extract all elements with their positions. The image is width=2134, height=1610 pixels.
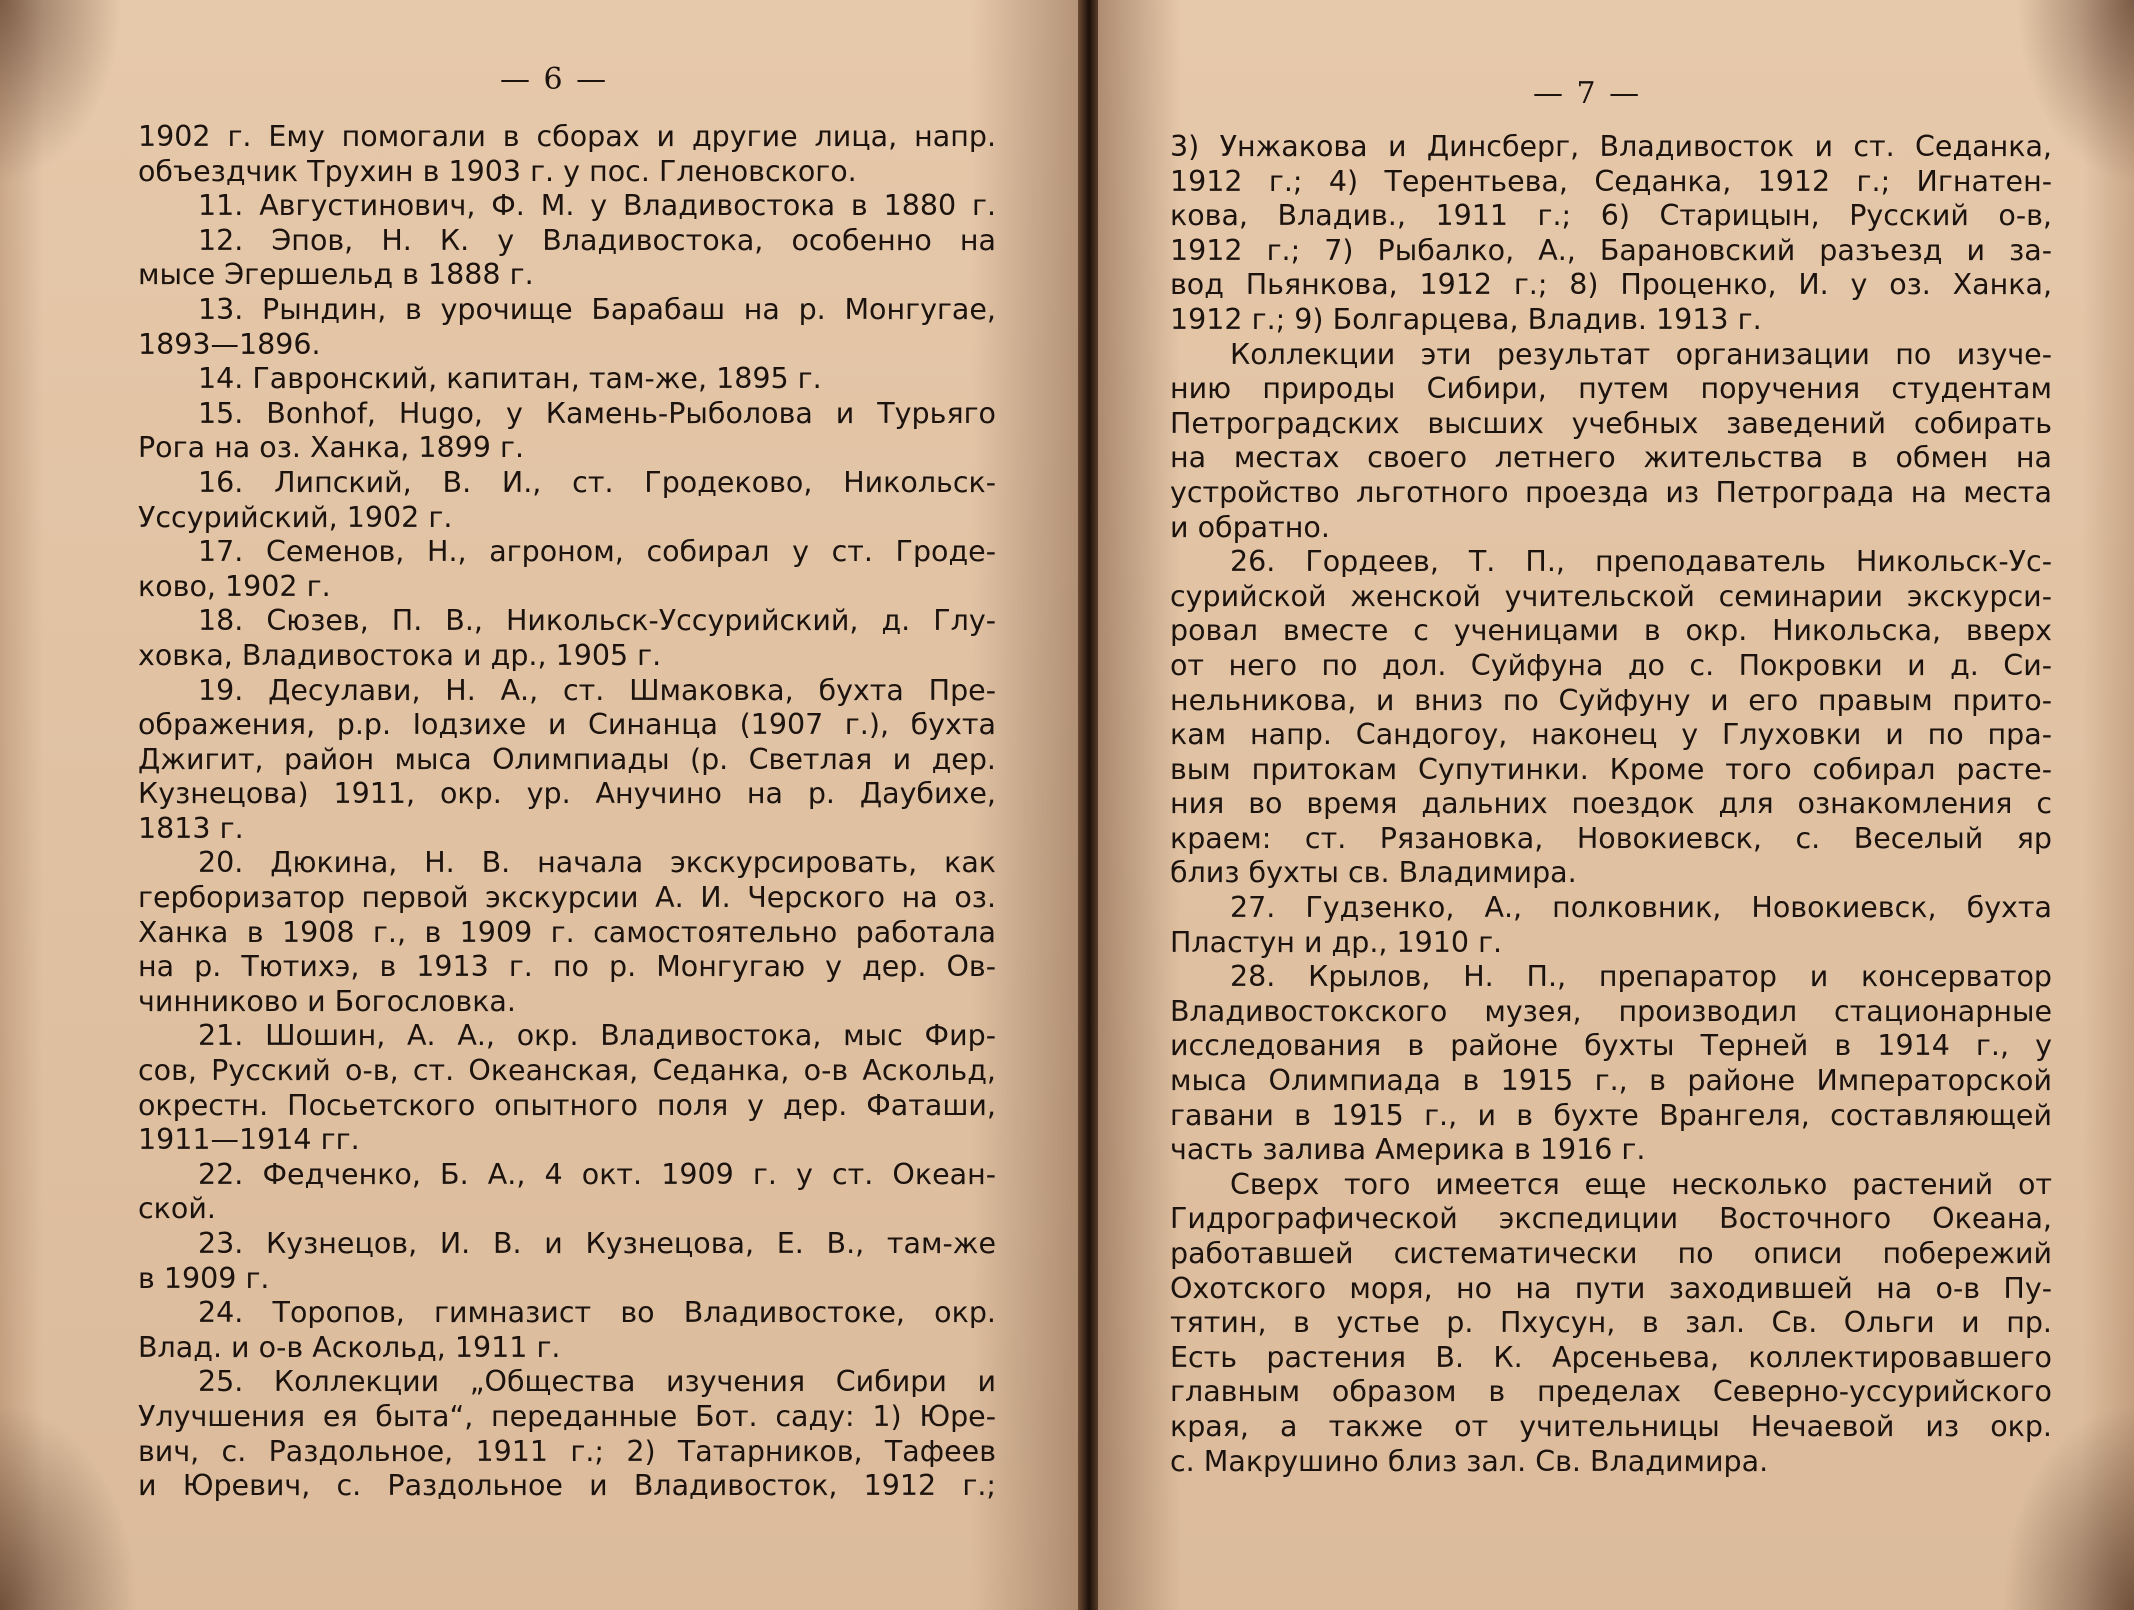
text-line: Улучшения ея быта“, переданные Бот. саду: 1) Юре- bbox=[138, 1399, 996, 1433]
entry-line: 16. Липский, В. И., ст. Гродеково, Никольск- bbox=[198, 465, 996, 499]
text-line: краем: ст. Рязановка, Новокиевск, с. Веселый яр bbox=[1170, 821, 2052, 855]
text-line: Есть растения В. К. Арсеньева, коллектировавшего bbox=[1170, 1340, 2052, 1374]
text-line: нию природы Сибири, путем поручения студентам bbox=[1170, 372, 2052, 406]
entry-line: 25. Коллекции „Общества изучения Сибири и bbox=[198, 1365, 996, 1399]
text-line: кова, Владив., 1911 г.; 6) Старицын, Русский о-в, bbox=[1170, 199, 2052, 233]
text-line: с. Макрушино близ зал. Св. Владимира. bbox=[1170, 1444, 1769, 1478]
text-line: 1893—1896. bbox=[138, 327, 321, 361]
text-line: Охотского моря, но на пути заходившей на о-в Пу- bbox=[1170, 1271, 2052, 1305]
text-line: края, а также от учительницы Нечаевой из окр. bbox=[1170, 1409, 2052, 1443]
right-page bbox=[1098, 0, 2134, 1610]
text-line: тятин, в устье р. Пхусун, в зал. Св. Ольги и пр. bbox=[1170, 1306, 2052, 1340]
entry-line: 13. Рындин, в урочище Барабаш на р. Монгугае, bbox=[198, 292, 996, 326]
page-text bbox=[1170, 130, 2052, 1479]
text-line: 1902 г. Ему помогали в сборах и другие лица, напр. bbox=[138, 120, 996, 153]
text-line: окрестн. Посьетского опытного поля у дер. Фаташи, bbox=[138, 1088, 996, 1122]
text-line: 3) Унжакова и Динсберг, Владивосток и ст. Седанка, bbox=[1170, 130, 2052, 163]
text-line: Уссурийский, 1902 г. bbox=[138, 500, 453, 534]
text-line: мысе Эгершельд в 1888 г. bbox=[138, 258, 534, 292]
text-line: сурийской женской учительской семинарии экскурси- bbox=[1170, 579, 2052, 613]
text-line: Петроградских высших учебных заведений собирать bbox=[1170, 406, 2052, 440]
text-line: и Юревич, с. Раздольное и Владивосток, 1912 г.; bbox=[138, 1469, 996, 1503]
text-line: гавани в 1915 г., и в бухте Врангеля, составляющей bbox=[1170, 1098, 2052, 1132]
entry-line: 22. Федченко, Б. А., 4 окт. 1909 г. у ст. Океан- bbox=[198, 1157, 996, 1191]
text-line: ровал вместе с ученицами в окр. Никольска, вверх bbox=[1170, 614, 2052, 648]
page-text bbox=[138, 120, 996, 1504]
entry-line: 23. Кузнецов, И. В. и Кузнецова, Е. В., там-же bbox=[198, 1227, 996, 1260]
text-line: Рога на оз. Ханка, 1899 г. bbox=[138, 431, 525, 465]
text-line: ховка, Владивостока и др., 1905 г. bbox=[138, 638, 662, 672]
text-line: вым притокам Супутинки. Кроме того собирал расте- bbox=[1170, 752, 2052, 786]
text-line: Пластун и др., 1910 г. bbox=[1170, 925, 1503, 959]
text-line: 1912 г.; 7) Рыбалко, А., Барановский разъезд и за- bbox=[1170, 233, 2052, 267]
entry-line: 14. Гавронский, капитан, там-же, 1895 г. bbox=[198, 362, 822, 396]
text-line: исследования в районе бухты Терней в 1914 г., у bbox=[1170, 1029, 2052, 1063]
text-line: Ханка в 1908 г., в 1909 г. самостоятельно работала bbox=[138, 915, 996, 949]
text-line: главным образом в пределах Северно-уссурийского bbox=[1170, 1375, 2052, 1409]
text-line: от него по дол. Суйфуна до с. Покровки и д. Си- bbox=[1170, 648, 2052, 682]
text-line: ния во время дальних поездок для ознакомления с bbox=[1170, 787, 2052, 821]
text-line: устройство льготного проезда из Петрограда на места bbox=[1170, 475, 2052, 509]
text-line: 1912 г.; 4) Терентьева, Седанка, 1912 г.; Игнатен- bbox=[1170, 164, 2052, 198]
entry-line: 26. Гордеев, Т. П., преподаватель Никольск-Ус- bbox=[1230, 545, 2052, 579]
entry-line: 18. Сюзев, П. В., Никольск-Уссурийский, д. Глу- bbox=[198, 604, 996, 638]
text-line: часть залива Америка в 1916 г. bbox=[1170, 1133, 1646, 1167]
text-line: 1911—1914 гг. bbox=[138, 1123, 360, 1157]
page-number: — 7 — bbox=[1533, 76, 1642, 111]
entry-line: 20. Дюкина, Н. В. начала экскурсировать, как bbox=[198, 846, 996, 880]
text-line: в 1909 г. bbox=[138, 1261, 270, 1295]
text-line: 1912 г.; 9) Болгарцева, Владив. 1913 г. bbox=[1170, 302, 1762, 336]
text-line: герборизатор первой экскурсии А. И. Черского на оз. bbox=[138, 881, 996, 915]
entry-line: 11. Августинович, Ф. М. у Владивостока в 1880 г. bbox=[198, 189, 996, 223]
entry-line: 27. Гудзенко, А., полковник, Новокиевск, бухта bbox=[1230, 891, 2052, 925]
text-line: объездчик Трухин в 1903 г. у пос. Гленовского. bbox=[138, 154, 857, 188]
text-line: нельникова, и вниз по Суйфуну и его правым прито- bbox=[1170, 683, 2052, 717]
book-gutter bbox=[1078, 0, 1098, 1610]
text-line: и обратно. bbox=[1170, 510, 1330, 544]
text-line: вич, с. Раздольное, 1911 г.; 2) Татарников, Тафеев bbox=[138, 1434, 996, 1468]
text-line: близ бухты св. Владимира. bbox=[1170, 856, 1577, 890]
entry-line: 21. Шошин, А. А., окр. Владивостока, мыс Фир- bbox=[198, 1019, 996, 1053]
entry-line: 15. Bonhof, Hugo, у Камень-Рыболова и Турьяго bbox=[198, 396, 996, 430]
text-line: Кузнецова) 1911, окр. ур. Анучино на р. Даубихе, bbox=[138, 777, 996, 811]
entry-line: 17. Семенов, Н., агроном, собирал у ст. Гроде- bbox=[198, 535, 996, 569]
entry-line: 24. Торопов, гимназист во Владивостоке, окр. bbox=[198, 1296, 996, 1330]
text-line: Гидрографической экспедиции Восточного Океана, bbox=[1170, 1202, 2052, 1236]
text-line: мыса Олимпиада в 1915 г., в районе Императорской bbox=[1170, 1064, 2052, 1098]
text-line: сов, Русский о-в, ст. Океанская, Седанка, о-в Аскольд, bbox=[138, 1054, 996, 1088]
paragraph-line: Сверх того имеется еще несколько растений от bbox=[1230, 1167, 2052, 1201]
entry-line: 19. Десулави, Н. А., ст. Шмаковка, бухта Пре- bbox=[198, 673, 996, 707]
text-line: работавшей систематически по описи побережий bbox=[1170, 1237, 2052, 1270]
text-line: на р. Тютихэ, в 1913 г. по р. Монгугаю у дер. Ов- bbox=[138, 950, 996, 984]
text-line: ково, 1902 г. bbox=[138, 569, 331, 603]
text-line: вод Пьянкова, 1912 г.; 8) Проценко, И. у оз. Ханка, bbox=[1170, 268, 2052, 302]
text-line: Джигит, район мыса Олимпиады (р. Светлая и дер. bbox=[138, 742, 996, 776]
text-line: Владивостокского музея, производил стационарные bbox=[1170, 994, 2052, 1028]
entry-line: 12. Эпов, Н. К. у Владивостока, особенно на bbox=[198, 223, 996, 257]
text-line: 1813 г. bbox=[138, 811, 244, 845]
page-number: — 6 — bbox=[500, 62, 609, 97]
text-line: на местах своего летнего жительства в обмен на bbox=[1170, 441, 2052, 475]
text-line: ображения, р.р. Іодзихе и Синанца (1907 г.), бухта bbox=[138, 708, 996, 742]
text-line: ской. bbox=[138, 1192, 216, 1226]
text-line: чинниково и Богословка. bbox=[138, 984, 516, 1018]
text-line: Влад. и о-в Аскольд, 1911 г. bbox=[138, 1330, 561, 1364]
paragraph-line: Коллекции эти результат организации по изуче- bbox=[1230, 337, 2052, 371]
entry-line: 28. Крылов, Н. П., препаратор и консерватор bbox=[1230, 960, 2052, 994]
text-line: кам напр. Сандогоу, наконец у Глуховки и по пра- bbox=[1170, 718, 2052, 752]
